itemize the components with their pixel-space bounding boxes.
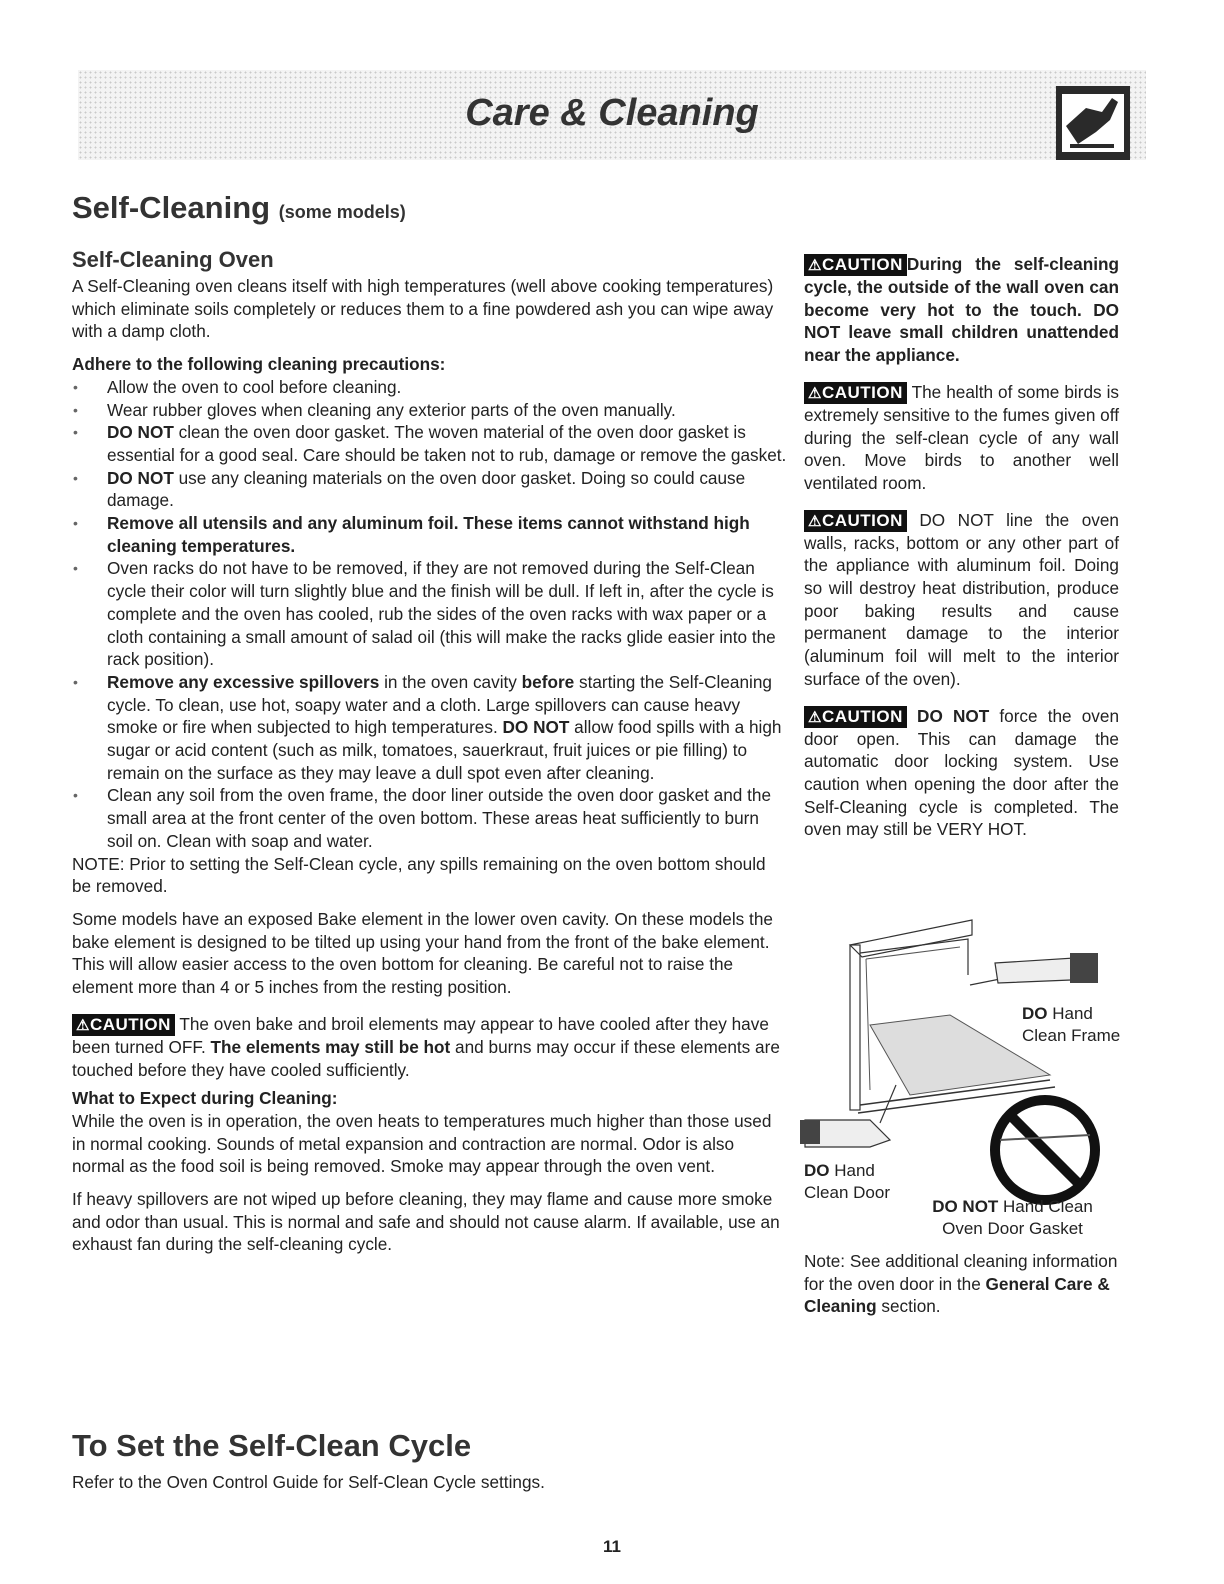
caution-badge: ⚠CAUTION — [72, 1014, 175, 1036]
list-item: • Remove any excessive spillovers in the oven cavity before starting the Self-Cleaning cycle. To clean, use hot, soapy water and a cloth. Large spillovers can cause heavy smoke or fire when subjected to high temperatures. DO NOT allow food spills with a high sugar or acid content (such as milk, tomatoes, sauerkraut, fruit juices or pie filling) to remain on the surface as they may leave a dull spot even after cleaning. — [72, 671, 787, 785]
list-item: • Oven racks do not have to be removed, if they are not removed during the Self-Clean cycle their color will turn slightly blue and the finish will be dull. If left in, after the cycle is complete and the oven has cooled, rub the sides of the oven racks with wax paper or a cloth containing a small amount of salad oil (this will make the racks glide easier into the rack position). — [72, 557, 787, 671]
intro-text: A Self-Cleaning oven cleans itself with high temperatures (well above cooking temperatures) which eliminate soils completely or reduces them to a fine powdered ash you can wipe away with a damp cloth. — [72, 276, 774, 342]
header-banner — [78, 70, 1146, 160]
caution-badge: ⚠CAUTION — [804, 382, 907, 404]
list-item: • Wear rubber gloves when cleaning any exterior parts of the oven manually. — [72, 399, 787, 422]
bake-element-text: Some models have an exposed Bake element in the lower oven cavity. On these models the bake element is designed to be tilted up using your hand from the front of the bake element. This will allow easier access to the oven bottom for cleaning. Be careful not to raise the element more than 4 or 5 inches from the resting position. — [72, 908, 773, 998]
header-title: Care & Cleaning — [465, 92, 759, 134]
spillover-text: If heavy spillovers are not wiped up before cleaning, they may flame and cause more smoke and odor than usual. This is normal and safe and should not cause alarm. If available, use an exhaust fan during the self-cleaning cycle. — [72, 1189, 780, 1255]
right-column — [804, 253, 1119, 855]
expect-heading: What to Expect during Cleaning: — [72, 1088, 338, 1109]
caution-left: ⚠CAUTION The oven bake and broil elements may appear to have cooled after they have been turned OFF. The elements may still be hot and burns may occur if these elements are touched before they have cooled sufficiently. — [72, 1013, 780, 1080]
warning-icon: ⚠ — [808, 257, 822, 274]
warning-icon: ⚠ — [808, 384, 822, 402]
precautions-heading: Adhere to the following cleaning precautions: — [72, 354, 446, 375]
left-column — [72, 275, 787, 1256]
warning-icon: ⚠ — [808, 708, 822, 726]
section-title-suffix: (some models) — [278, 202, 406, 222]
list-item: • Clean any soil from the oven frame, the door liner outside the oven door gasket and the small area at the front center of the oven bottom. These areas heat sufficiently to burn soil on. Clean with soap and water. — [72, 784, 787, 852]
caution-2: ⚠CAUTION The health of some birds is extremely sensitive to the fumes given off during the self-clean cycle of any wall oven. Move birds to another well ventilated room. — [804, 381, 1119, 493]
label-gasket: DO NOT Hand Clean Oven Door Gasket — [932, 1197, 1093, 1238]
caution-badge: ⚠CAUTION — [804, 510, 907, 532]
caution-1: ⚠CAUTION During the self-cleaning cycle, the outside of the wall oven can become very hot to the touch. DO NOT leave small children unattended near the appliance. — [804, 254, 1119, 366]
caution-badge: ⚠CAUTION — [804, 254, 907, 276]
list-item: • Allow the oven to cool before cleaning. — [72, 376, 787, 399]
caution-badge: ⚠CAUTION — [804, 706, 907, 728]
warning-icon: ⚠ — [76, 1016, 90, 1034]
list-item: • DO NOT use any cleaning materials on the oven door gasket. Doing so could cause damage. — [72, 467, 787, 512]
set-cycle-heading: To Set the Self-Clean Cycle — [72, 1428, 472, 1463]
caution-3: ⚠CAUTION DO NOT line the oven walls, racks, bottom or any other part of the appliance with aluminum foil. Doing so will destroy heat distribution, produce poor baking results and cause permanent damage to the interior (aluminum foil will melt to the interior surface of the oven). — [804, 509, 1119, 689]
label-frame: DO Hand Clean Frame — [1022, 1004, 1121, 1045]
caution-4: ⚠CAUTION DO NOT force the oven door open. This can damage the automatic door locking system. Use caution when opening the door after the Self-Cleaning cycle is completed. The oven may still be VERY HOT. — [804, 705, 1120, 840]
section-title: Self-Cleaning (some models) — [72, 190, 406, 225]
expect-text: While the oven is in operation, the oven heats to temperatures much higher than those used in normal cooking. Sounds of metal expansion and contraction are normal. Odor is also normal as the food soil is being removed. Smoke may appear through the oven vent. — [72, 1110, 772, 1177]
list-item: • Remove all utensils and any aluminum foil. These items cannot withstand high cleaning temperatures. — [72, 512, 787, 557]
door-note: Note: See additional cleaning information for the oven door in the General Care & Cleaning section. — [804, 1251, 1118, 1317]
list-item: • DO NOT clean the oven door gasket. The woven material of the oven door gasket is essential for a good seal. Care should be taken not to rub, damage or remove the gasket. — [72, 421, 787, 466]
precautions-list — [72, 376, 787, 853]
oven-heading: Self-Cleaning Oven — [72, 247, 274, 272]
set-cycle-text: Refer to the Oven Control Guide for Self-Clean Cycle settings. — [72, 1472, 545, 1492]
warning-icon: ⚠ — [808, 512, 822, 530]
hand-cleaning-icon — [1056, 86, 1130, 160]
label-door: DO Hand Clean Door — [804, 1161, 890, 1202]
page-number: 11 — [603, 1537, 621, 1556]
note-text: NOTE: Prior to setting the Self-Clean cycle, any spills remaining on the oven bottom should be removed. — [72, 853, 766, 897]
